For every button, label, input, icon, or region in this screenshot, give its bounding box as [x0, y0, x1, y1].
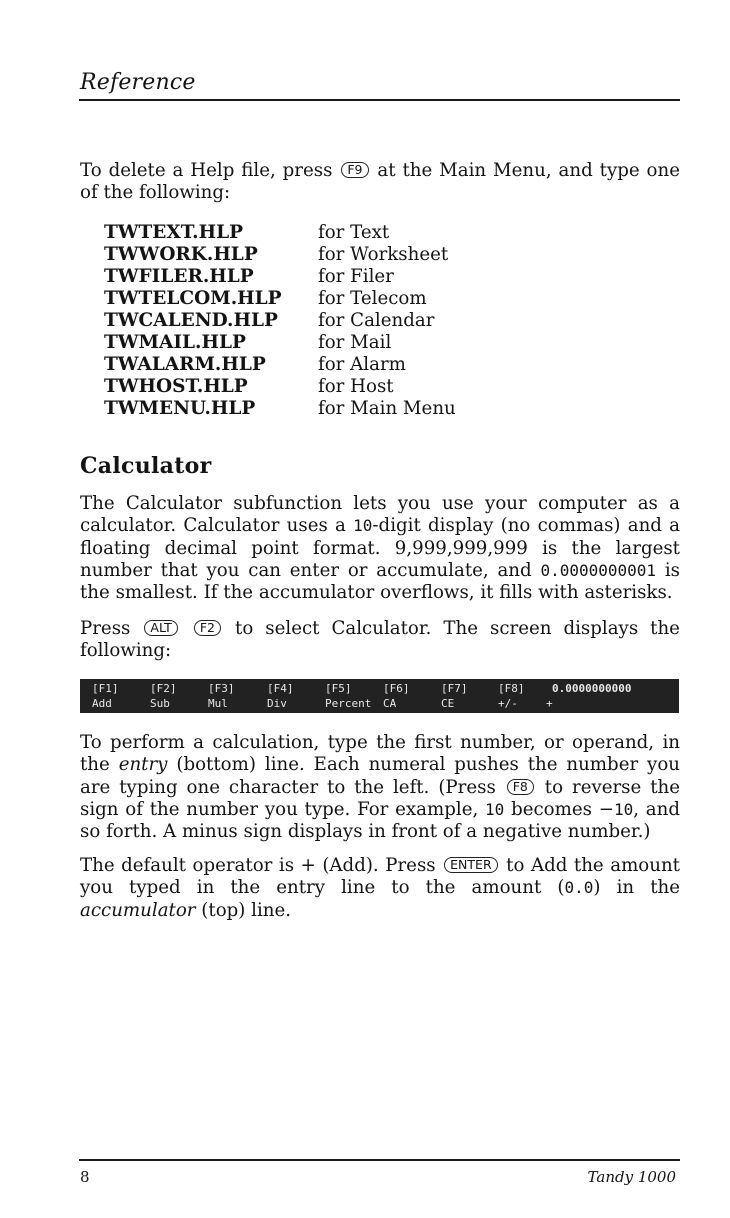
- para4-text-b: to Add the amount you typed in the entry line to the amount (: [80, 855, 680, 899]
- para3-text-e: , and so forth. A minus sign displays in front of a negative number.): [80, 798, 681, 843]
- para1-text-a: The Calculator subfunction lets you use your computer as a calculator. Calculator uses a: [80, 493, 680, 537]
- help-file-desc: for Telecom: [318, 287, 427, 309]
- footer-rule: [79, 1159, 680, 1161]
- help-file-desc: for Calendar: [318, 309, 435, 331]
- example-negative-number: 10: [613, 799, 634, 819]
- para4-text-a: The default operator is + (Add). Press: [80, 855, 443, 876]
- para3-text-c: to reverse the sign of the number you type. For example,: [80, 776, 680, 820]
- fkey-label: [F3]: [208, 682, 235, 695]
- help-file-table: [104, 221, 524, 419]
- intro-prefix: To delete a Help file, press: [80, 160, 333, 181]
- operation-label: Div: [267, 697, 287, 710]
- fkey-label: [F4]: [267, 682, 294, 695]
- help-file-name: TWHOST.HLP: [104, 375, 248, 397]
- select-calculator-paragraph: [80, 618, 680, 663]
- operation-label: CE: [441, 697, 455, 710]
- help-file-desc: for Worksheet: [318, 243, 449, 265]
- help-file-row: [104, 331, 524, 353]
- para4-text-c: ) in the: [593, 877, 680, 899]
- help-file-desc: for Host: [318, 375, 394, 397]
- accumulator-term: accumulator: [80, 899, 196, 921]
- help-file-row: [104, 353, 524, 375]
- para2-suffix: to select Calculator. The screen displays the following:: [80, 618, 680, 662]
- operation-label: Sub: [150, 697, 170, 710]
- help-file-desc: for Filer: [318, 265, 394, 287]
- running-header: Reference: [80, 70, 196, 95]
- intro-suffix: at the Main Menu, and type one of the following:: [80, 160, 680, 204]
- help-file-name: TWCALEND.HLP: [104, 309, 278, 331]
- default-operator-paragraph: [80, 855, 680, 922]
- fkey-label: [F7]: [441, 682, 468, 695]
- help-file-row: [104, 397, 524, 419]
- help-file-row: [104, 265, 524, 287]
- calculator-function-bar: [80, 679, 679, 713]
- para4-text-d: (top) line.: [195, 899, 292, 921]
- calculator-description-paragraph: [80, 493, 680, 604]
- smallest-number: 0.0000000001: [540, 560, 657, 580]
- footer-title: Tandy 1000: [587, 1168, 676, 1186]
- help-file-name: TWMENU.HLP: [104, 397, 256, 419]
- para3-text-d: becomes −: [504, 798, 614, 820]
- example-number: 10: [485, 799, 505, 819]
- help-file-desc: for Alarm: [318, 353, 406, 375]
- current-operator: +: [546, 697, 553, 710]
- section-heading: Calculator: [80, 453, 212, 479]
- help-file-desc: for Mail: [318, 331, 392, 353]
- help-file-name: TWMAIL.HLP: [104, 331, 246, 353]
- help-file-name: TWALARM.HLP: [104, 353, 266, 375]
- fkey-label: [F1]: [92, 682, 119, 695]
- help-file-name: TWWORK.HLP: [104, 243, 258, 265]
- entry-term: entry: [118, 754, 168, 776]
- help-file-row: [104, 287, 524, 309]
- help-file-row: [104, 309, 524, 331]
- help-file-name: TWTEXT.HLP: [104, 221, 243, 243]
- help-file-row: [104, 243, 524, 265]
- alt-key-cap: ALT: [144, 620, 177, 636]
- f9-key-cap: F9: [341, 162, 368, 178]
- help-file-name: TWFILER.HLP: [104, 265, 254, 287]
- zero-amount: 0.0: [564, 878, 594, 898]
- operation-label: Mul: [208, 697, 228, 710]
- help-file-row: [104, 375, 524, 397]
- page-number: 8: [80, 1168, 90, 1186]
- para1-text-c: is the smallest. If the accumulator overflows, it fills with asterisks.: [80, 559, 680, 604]
- fkey-label: [F8]: [498, 682, 525, 695]
- intro-paragraph: [80, 160, 680, 205]
- operation-label: Add: [92, 697, 112, 710]
- help-file-row: [104, 221, 524, 243]
- help-file-desc: for Text: [318, 221, 390, 243]
- enter-key-cap: ENTER: [444, 857, 497, 873]
- operation-label: CA: [383, 697, 397, 710]
- operation-label: Percent: [325, 697, 372, 710]
- para1-text-b: -digit display (no commas) and a floating decimal point format. 9,999,999,999 is the largest number that you can enter or accumulate, and: [80, 515, 680, 581]
- para2-prefix: Press: [80, 618, 131, 639]
- f2-key-cap: F2: [194, 620, 221, 636]
- f8-key-cap: F8: [507, 779, 534, 795]
- fkey-label: [F6]: [383, 682, 410, 695]
- accumulator-display: 0.0000000000: [552, 682, 632, 695]
- help-file-desc: for Main Menu: [318, 397, 456, 419]
- fkey-label: [F5]: [325, 682, 352, 695]
- calculation-instructions-paragraph: [80, 732, 680, 843]
- digit-count: 10: [353, 516, 373, 536]
- header-rule: [79, 99, 680, 101]
- para3-text-a: To perform a calculation, type the first number, or operand, in the: [80, 732, 680, 776]
- operation-label: +/-: [498, 697, 518, 710]
- fkey-label: [F2]: [150, 682, 177, 695]
- help-file-name: TWTELCOM.HLP: [104, 287, 282, 309]
- para3-text-b: (bottom) line. Each numeral pushes the number you are typing one character to the left. (Press: [80, 754, 681, 798]
